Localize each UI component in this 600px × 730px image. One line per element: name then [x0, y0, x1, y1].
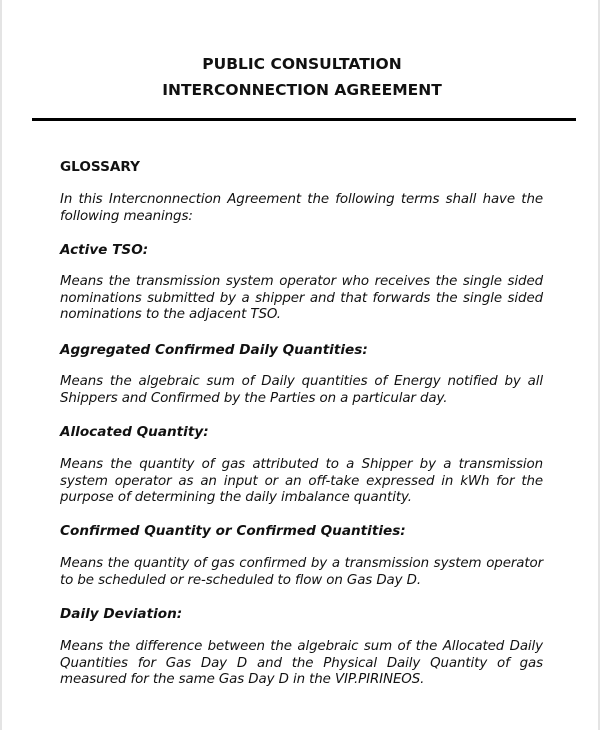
definition-allocated-quantity: Means the quantity of gas attributed to a Shipper by a transmission system operator as an input or an off-take expressed in kWh for the purpose of determining the daily imbalance quantity. — [60, 457, 543, 506]
title-divider — [32, 118, 576, 121]
term-aggregated-confirmed-daily-quantities: Aggregated Confirmed Daily Quantities: — [60, 342, 368, 358]
glossary-heading: GLOSSARY — [60, 159, 140, 175]
term-active-tso: Active TSO: — [60, 242, 149, 258]
document-title-line-1: PUBLIC CONSULTATION — [202, 55, 402, 73]
term-confirmed-quantity: Confirmed Quantity or Confirmed Quantities: — [60, 523, 406, 539]
definition-active-tso: Means the transmission system operator who receives the single sided nominations submitted by a shipper and that forwards the single sided nominations to the adjacent TSO. — [60, 274, 543, 323]
definition-aggregated-confirmed-daily-quantities: Means the algebraic sum of Daily quantities of Energy notified by all Shippers and Confirmed by the Parties on a particular day. — [60, 374, 543, 406]
term-daily-deviation: Daily Deviation: — [60, 606, 183, 622]
document-title-line-2: INTERCONNECTION AGREEMENT — [162, 81, 442, 99]
glossary-intro: In this Intercnonnection Agreement the following terms shall have the following meanings: — [60, 192, 543, 224]
term-allocated-quantity: Allocated Quantity: — [60, 424, 209, 440]
definition-confirmed-quantity: Means the quantity of gas confirmed by a transmission system operator to be scheduled or re-scheduled to flow on Gas Day D. — [60, 556, 543, 588]
definition-daily-deviation: Means the difference between the algebraic sum of the Allocated Daily Quantities for Gas Day D and the Physical Daily Quantity of gas measured for the same Gas Day D in the VIP.PIRINEOS. — [60, 639, 543, 688]
